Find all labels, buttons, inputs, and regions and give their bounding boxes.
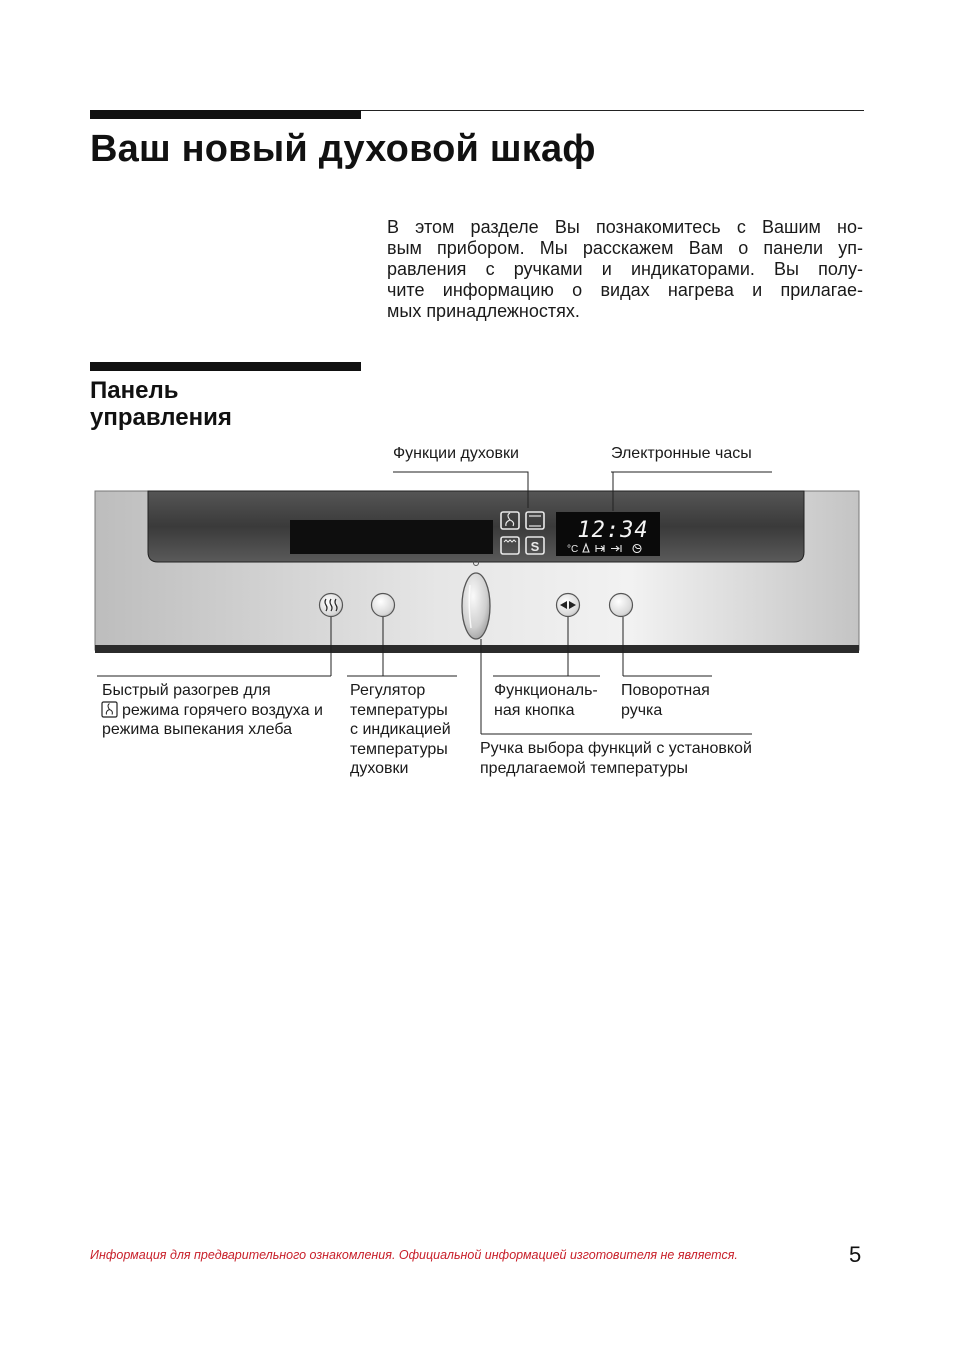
- label-line: Функциональ-: [494, 682, 598, 699]
- label-function-button: [494, 681, 598, 720]
- info-window: [290, 520, 493, 554]
- label-line: ручка: [621, 701, 663, 719]
- intro-line: чите информацию о видах нагрева и прилагае-: [387, 280, 863, 300]
- label-line: Регулятор: [350, 682, 426, 699]
- label-line: температуры: [350, 740, 448, 758]
- label-line: с индикацией: [350, 721, 451, 738]
- label-line: режима выпекания хлеба: [102, 721, 293, 738]
- label-temperature-regulator: [350, 681, 451, 779]
- label-oven-functions: Функции духовки: [393, 445, 519, 462]
- label-line: Поворотная: [621, 682, 710, 699]
- section-title-line: управления: [90, 404, 232, 431]
- label-line: духовки: [350, 760, 409, 777]
- intro-line: вым прибором. Мы расскажем Вам о панели уп-: [387, 238, 863, 258]
- special-mode-symbol: S: [530, 539, 540, 554]
- panel-bottom-edge: [95, 645, 859, 653]
- label-line: предлагаемой температуры: [480, 759, 689, 777]
- label-line: температуры: [350, 701, 448, 719]
- label-line: Ручка выбора функций с установкой: [480, 740, 752, 757]
- function-button[interactable]: [557, 594, 580, 617]
- label-line: режима горячего воздуха и: [122, 701, 323, 719]
- page-title: Ваш новый духовой шкаф: [90, 128, 596, 170]
- intro-line: равления с ручками и индикаторами. Вы полу-: [387, 259, 863, 279]
- label-rapid-heat: [102, 681, 323, 740]
- label-electronic-clock: Электронные часы: [611, 445, 752, 462]
- label-line: Быстрый разогрев для: [102, 682, 271, 699]
- section-title-line: Панель: [90, 377, 179, 404]
- label-line: ная кнопка: [494, 701, 575, 719]
- page-number: 5: [849, 1242, 862, 1267]
- footer-disclaimer: Информация для предварительного ознакомления. Официальной информацией изготовителя не является.: [90, 1248, 738, 1262]
- degree-celsius-icon: °C: [567, 544, 579, 555]
- intro-line: мых принадлежностях.: [387, 301, 580, 321]
- label-function-selector: [480, 739, 752, 778]
- temperature-regulator-button[interactable]: [372, 594, 395, 617]
- intro-line: В этом разделе Вы познакомитесь с Вашим но-: [387, 217, 863, 237]
- rotary-knob[interactable]: [610, 594, 633, 617]
- clock-time: 12:34: [577, 518, 649, 543]
- label-rotary-knob: [621, 681, 710, 720]
- function-selector-knob[interactable]: [462, 573, 490, 639]
